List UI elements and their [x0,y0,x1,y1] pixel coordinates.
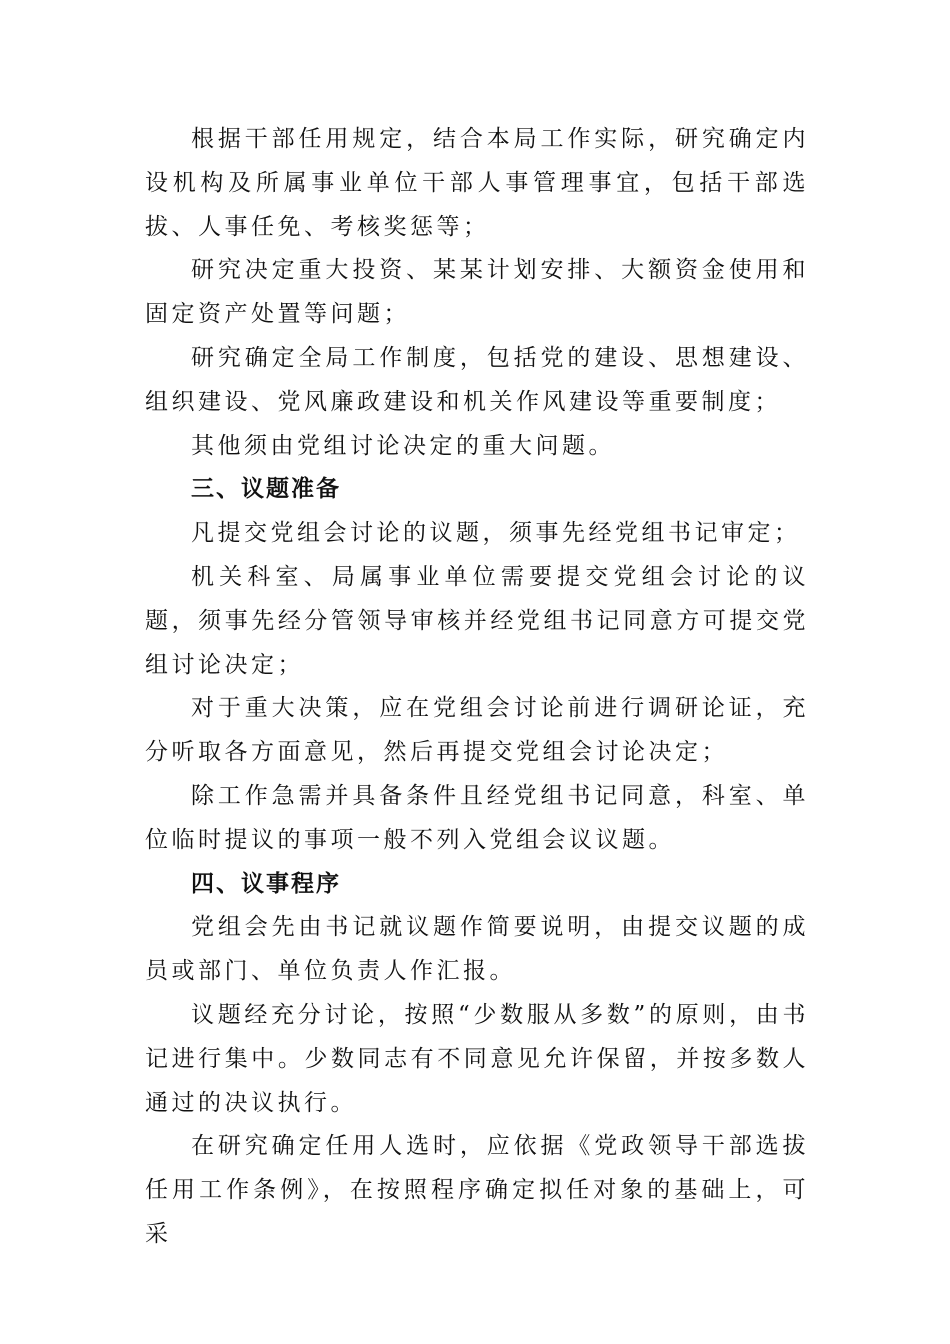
paragraph-temporary-proposal: 除工作急需并具备条件且经党组书记同意，科室、单位临时提议的事项一般不列入党组会议议题。 [145,782,809,853]
paragraph-major-decision: 对于重大决策，应在党组会讨论前进行调研论证，充分听取各方面意见，然后再提交党组会讨论决定； [145,695,809,766]
document-page [145,118,809,1257]
section-heading-topic-preparation: 三、议题准备 [191,476,341,503]
section-heading-procedure: 四、议事程序 [191,870,341,897]
paragraph-work-system: 研究确定全局工作制度，包括党的建设、思想建设、组织建设、党风廉政建设和机关作风建设等重要制度； [145,344,809,415]
paragraph-topic-submission: 机关科室、局属事业单位需要提交党组会讨论的议题，须事先经分管领导审核并经党组书记同意方可提交党组讨论决定； [145,563,809,678]
paragraph-major-investment: 研究决定重大投资、某某计划安排、大额资金使用和固定资产处置等问题； [145,257,809,328]
paragraph-topic-approval: 凡提交党组会讨论的议题，须事先经党组书记审定； [191,520,801,547]
paragraph-discussion-rule: 议题经充分讨论，按照“少数服从多数”的原则，由书记进行集中。少数同志有不同意见允许保留，并按多数人通过的决议执行。 [145,1001,809,1116]
paragraph-cadre-management: 根据干部任用规定，结合本局工作实际，研究确定内设机构及所属事业单位干部人事管理事宜，包括干部选拔、人事任免、考核奖惩等； [145,126,809,240]
paragraph-other-issues: 其他须由党组讨论决定的重大问题。 [191,432,615,459]
paragraph-appointment: 在研究确定任用人选时，应依据《党政领导干部选拔任用工作条例》，在按照程序确定拟任对象的基础上，可采 [145,1133,809,1247]
paragraph-meeting-start: 党组会先由书记就议题作简要说明，由提交议题的成员或部门、单位负责人作汇报。 [145,914,809,985]
